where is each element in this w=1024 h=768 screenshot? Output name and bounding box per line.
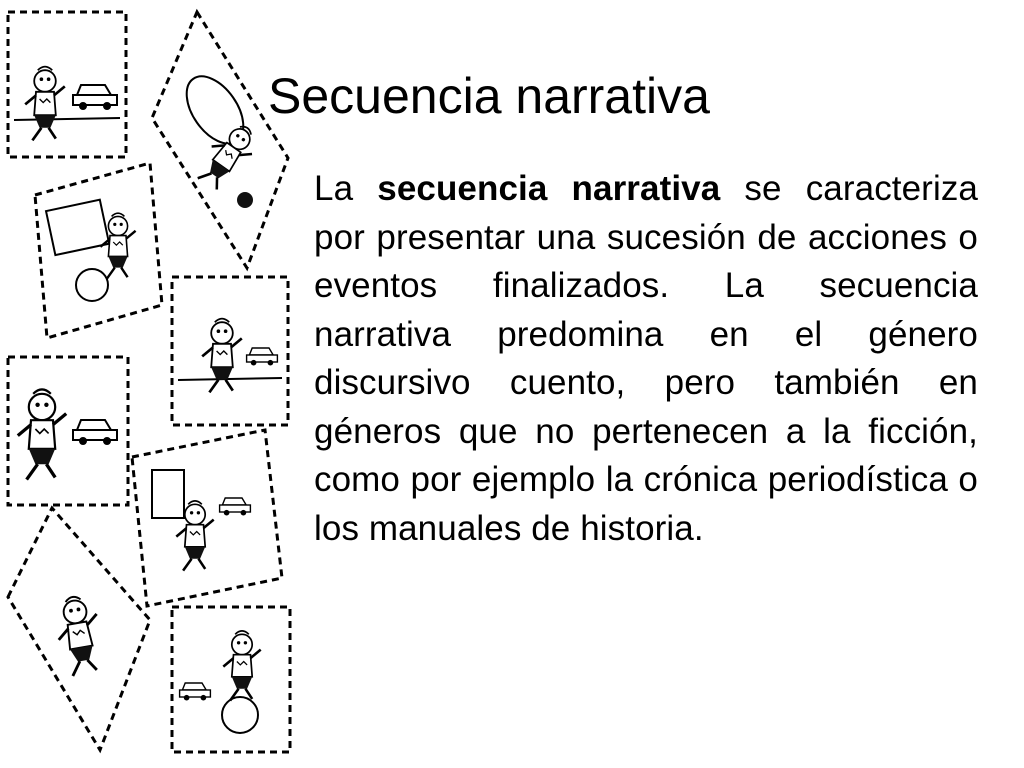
comic-panel-1 <box>8 12 126 157</box>
body-lead: La <box>314 169 378 208</box>
comic-panel-5 <box>8 357 128 505</box>
comic-panel-7 <box>8 508 150 750</box>
body-bold-term: secuencia narrativa <box>377 169 721 208</box>
comic-panel-2 <box>152 12 288 268</box>
comic-panel-8 <box>172 607 290 752</box>
comic-panel-6 <box>132 430 282 606</box>
body-paragraph <box>314 165 978 553</box>
comic-panel-4 <box>172 277 288 425</box>
comic-strip <box>0 0 300 768</box>
comic-panel-3 <box>35 163 162 338</box>
slide-title: Secuencia narrativa <box>268 68 710 124</box>
body-rest: se caracteriza por presentar una sucesión de acciones o eventos finalizados. La secuencia narrativa predomina en el género discursivo cuento, pero también en géneros que no pertenecen a la ficción, como por ejemplo la crónica periodística o los manuales de historia. <box>314 169 978 548</box>
